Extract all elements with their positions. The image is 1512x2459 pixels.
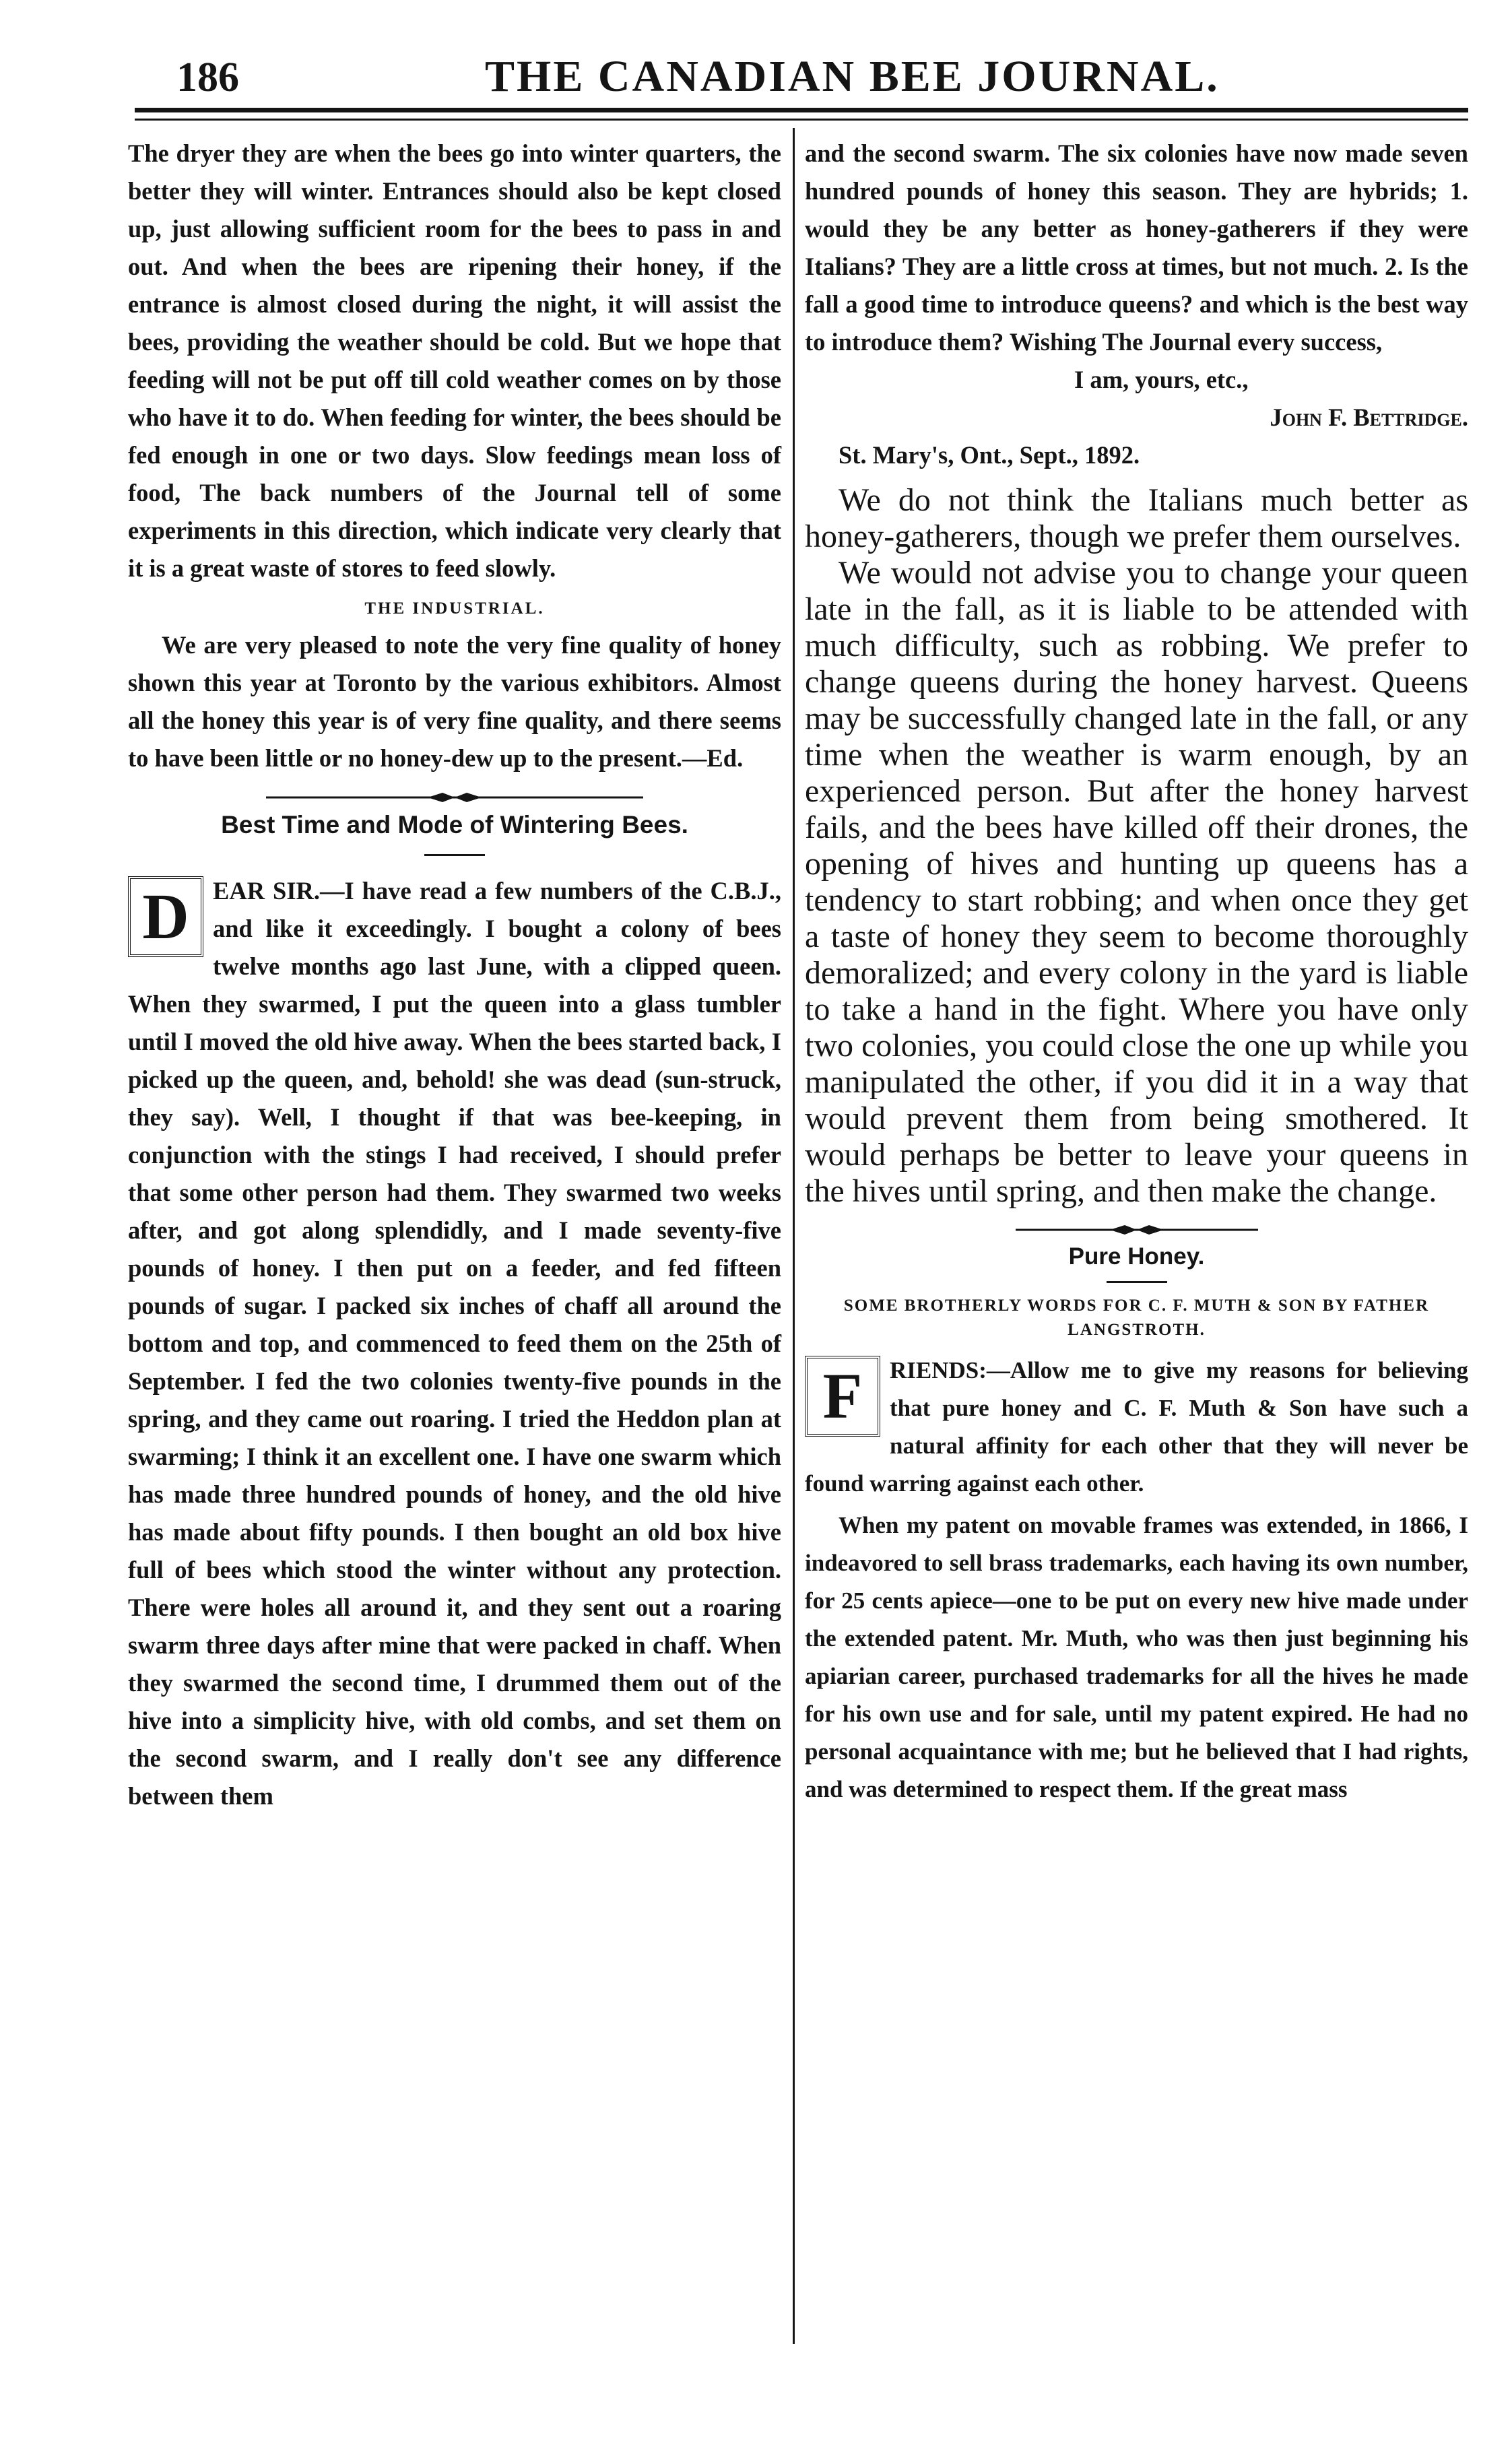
left-paragraph-2: We are very pleased to note the very fine quality of honey shown this year at Toronto by the various exhibitors. Almost all the honey this year is of very fine quality, and there seems to have been little or no honey-dew up to the present.—Ed. xyxy=(128,631,781,772)
editor-reply-2: We would not advise you to change your queen late in the fall, as it is liable to be attended with much difficulty, such as robbing. We prefer to change queens during the honey harvest. Queens may be successfully changed late in the fall, or any time when the weather is warm enough, by an experienced person. But after the honey harvest fails, and the bees have killed off their drones, the opening of hives and hunting up queens has a tendency to start robbing; and when once they get a taste of honey they seem to become thoroughly demoralized; and every colony in the yard is liable to take a hand in the fight. Where you have only two colonies, you could close the one up while you manipulated the other, if you did it in a way that would prevent them from being smothered. It would perhaps be better to leave your queens in the hives until spring, and then make the change. xyxy=(805,555,1468,1209)
column-divider xyxy=(793,128,795,2344)
pure-honey-letter xyxy=(805,1352,1468,1503)
letter-valediction: I am, yours, etc., xyxy=(1074,366,1249,393)
journal-title: THE CANADIAN BEE JOURNAL. xyxy=(485,52,1220,101)
ornamental-divider-2 xyxy=(1016,1223,1258,1237)
letter-block xyxy=(128,872,781,1815)
section-heading-industrial: THE INDUSTRIAL. xyxy=(364,599,545,618)
page-number: 186 xyxy=(176,55,239,100)
pure-honey-paragraph-1: RIENDS:—Allow me to give my reasons for believing that pure honey and C. F. Muth & Son have such a natural affinity for each other that they will never be found warring against each other. xyxy=(805,1357,1468,1497)
letter-body: EAR SIR.—I have read a few numbers of the C.B.J., and like it exceedingly. I bought a colony of bees twelve months ago last June, with a clipped queen. When they swarmed, I put the queen into a glass tumbler until I moved the old hive away. When the bees started back, I picked up the queen, and, behold! she was dead (sun-struck, they say). Well, I thought if that was bee-keeping, in conjunction with the stings I had received, I should prefer that some other person had them. They swarmed two weeks after, and got along splendidly, and I made seventy-five pounds of honey. I then put on a feeder, and fed fifteen pounds of sugar. I packed six inches of chaff all around the bottom and top, and commenced to feed them on the 25th of September. I fed the two colonies twenty-five pounds in the spring, and they came out roaring. I tried the Heddon plan at swarming; I think it an excellent one. I have one swarm which has made three hundred pounds of honey, and the old hive has made about fifty pounds. I then bought an old box hive full of bees which stood the winter without any protection. There were holes all around it, and they sent out a roaring swarm three days after mine that were packed in chaff. When they swarmed the second time, I drummed them out of the hive into a simplicity hive, with old combs, and set them on the second swarm, and I really don't see any difference between them xyxy=(128,877,781,1810)
article-title-pure-honey: Pure Honey. xyxy=(1068,1243,1205,1270)
title-rule-2 xyxy=(1107,1281,1167,1283)
left-column xyxy=(128,135,781,1815)
article-title-wintering: Best Time and Mode of Wintering Bees. xyxy=(221,811,688,839)
article-subtitle: SOME BROTHERLY WORDS FOR C. F. MUTH & SON BY FATHER LANGSTROTH. xyxy=(843,1297,1430,1339)
header-rule-thick xyxy=(135,108,1468,112)
left-paragraph-1: The dryer they are when the bees go into winter quarters, the better they will winter. Entrances should also be kept closed up, just allowing sufficient room for the bees to pass in and out. And when the bees are ripening their honey, if the entrance is almost closed during the night, it will assist the bees, providing the weather should be cold. But we hope that feeding will not be put off till cold weather comes on by those who have it to do. When feeding for winter, the bees should be fed enough in one or two days. Slow feedings mean loss of food, The back numbers of the Journal tell of some experiments in this direction, which indicate very clearly that it is a great waste of stores to feed slowly. xyxy=(128,139,781,582)
ornamental-divider xyxy=(266,791,643,804)
title-rule xyxy=(424,854,485,856)
letter-continued: and the second swarm. The six colonies have now made seven hundred pounds of honey this season. They are hybrids; 1. would they be any better as honey-gatherers if they were Italians? They are a little cross at times, but not much. 2. Is the fall a good time to introduce queens? and which is the best way to introduce them? Wishing The Journal every success, xyxy=(805,139,1468,356)
header-rule-thin xyxy=(135,119,1468,121)
letter-dateline: St. Mary's, Ont., Sept., 1892. xyxy=(839,441,1140,469)
editor-reply-1: We do not think the Italians much better as honey-gatherers, though we prefer them ourselves. xyxy=(805,482,1468,554)
right-column xyxy=(805,135,1468,1808)
dropcap-d: D xyxy=(128,876,203,957)
pure-honey-paragraph-2: When my patent on movable frames was extended, in 1866, I indeavored to sell brass trademarks, each having its own number, for 25 cents apiece—one to be put on every new hive made under the extended patent. Mr. Muth, who was then just beginning his apiarian career, purchased trademarks for all the hives he made for his own use and for sale, until my patent expired. He had no personal acquaintance with me; but he believed that I had rights, and was determined to respect them. If the great mass xyxy=(805,1512,1468,1802)
dropcap-f: F xyxy=(805,1356,880,1437)
letter-signature: John F. Bettridge. xyxy=(1270,403,1468,431)
